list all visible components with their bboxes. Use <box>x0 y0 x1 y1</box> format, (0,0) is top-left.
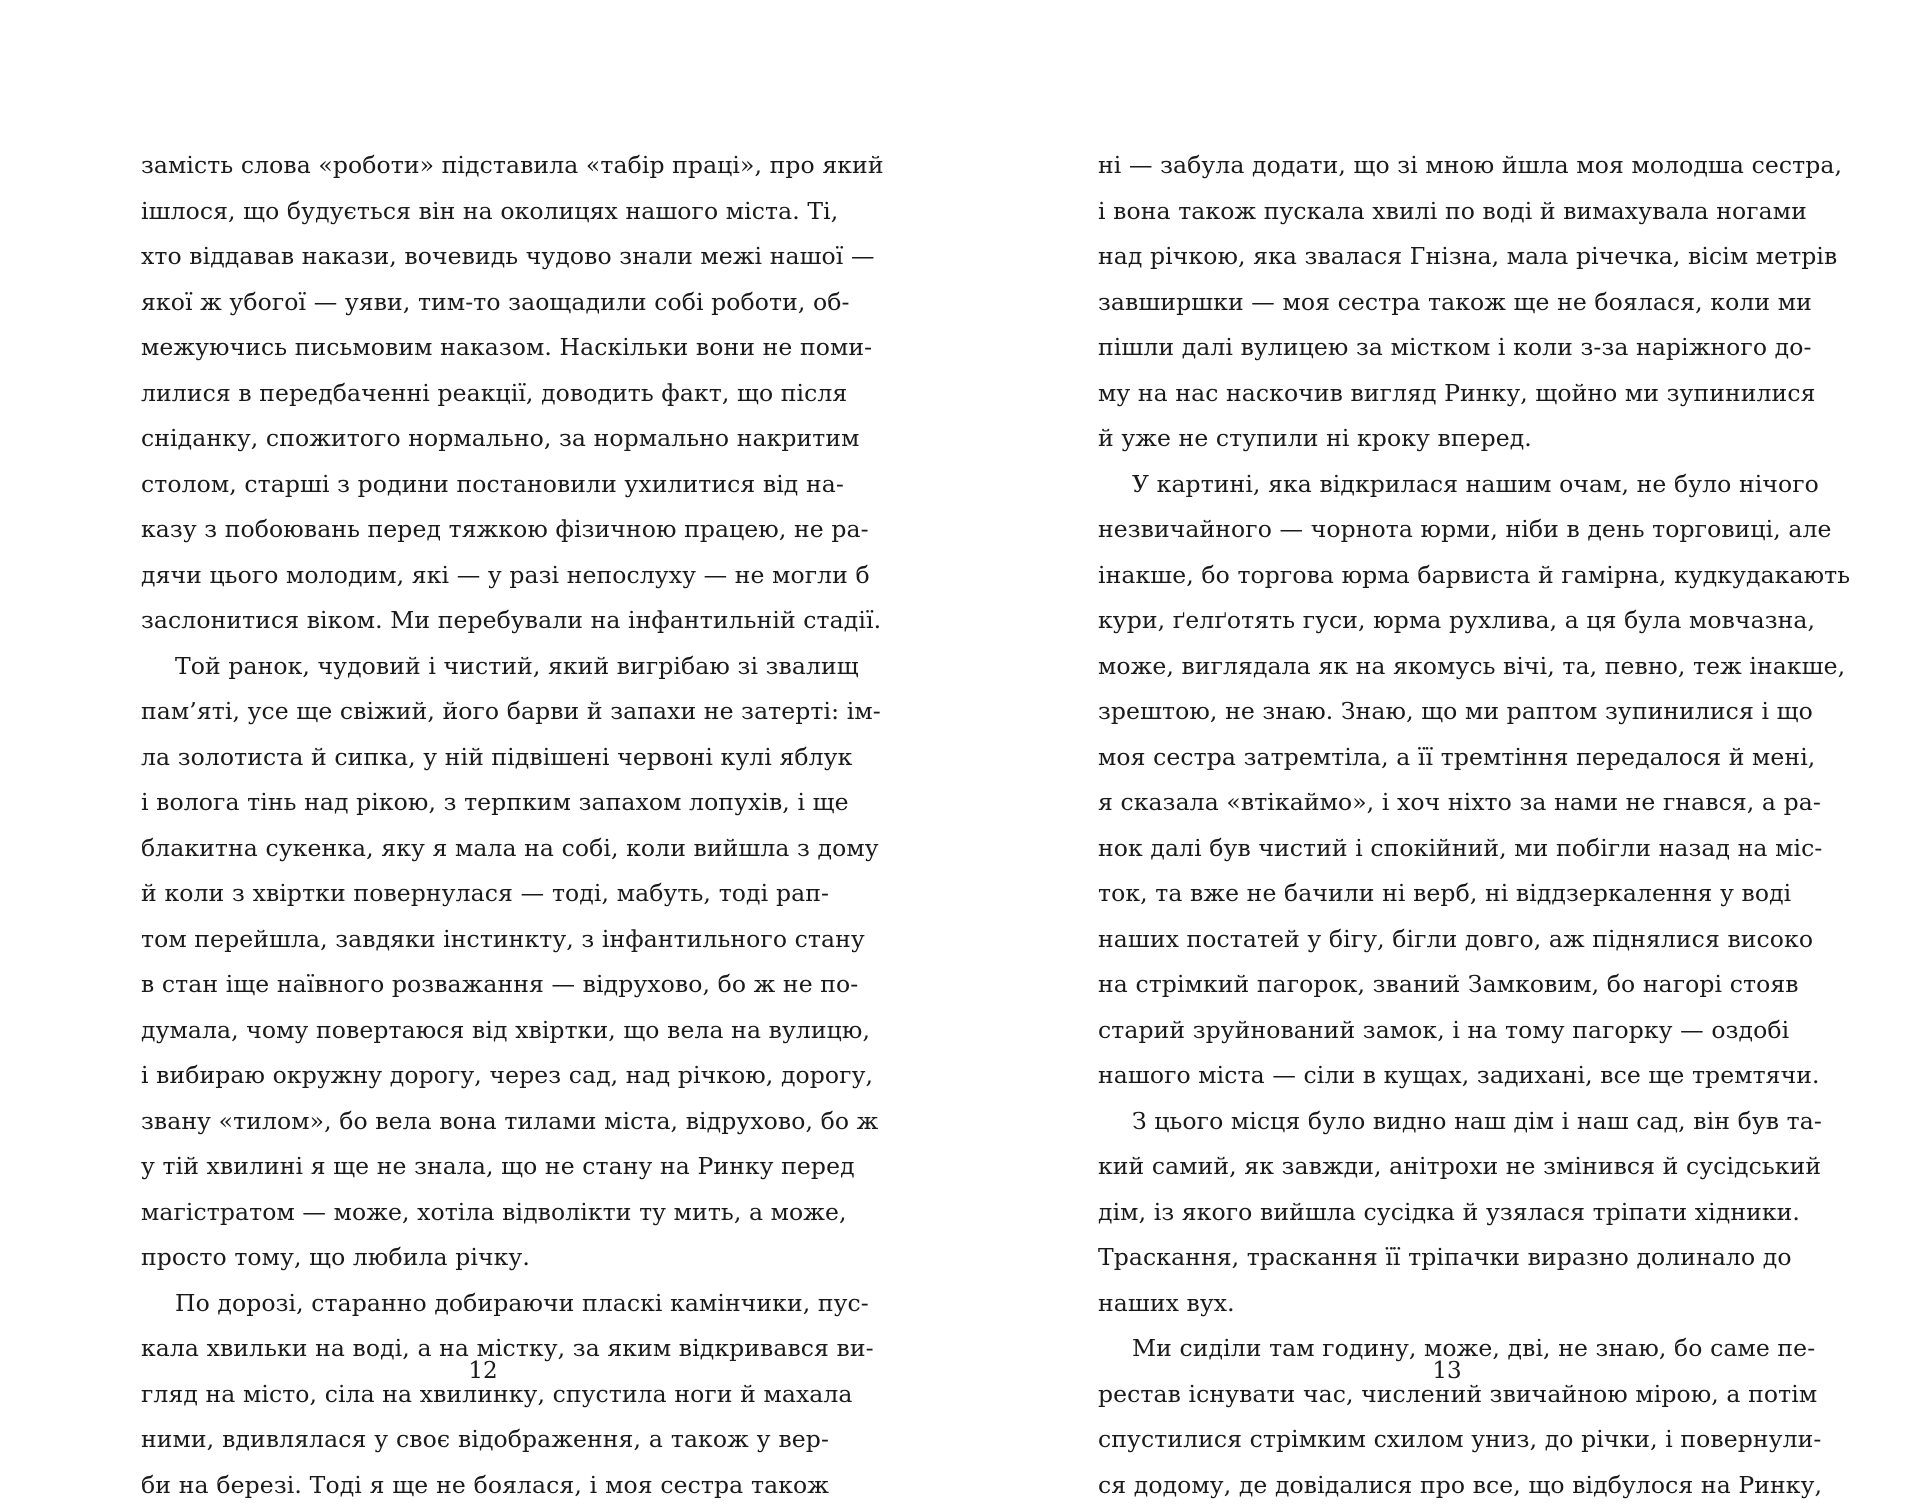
text-line: кала хвильки на воді, а на містку, за яким відкривався ви- <box>141 1326 829 1372</box>
page-number-right: 13 <box>1397 1356 1497 1386</box>
text-line: сніданку, спожитого нормально, за нормально накритим <box>141 416 829 462</box>
text-line: ток, та вже не бачили ні верб, ні віддзеркалення у воді <box>1098 871 1786 917</box>
text-line: нашого міста — сіли в кущах, задихані, все ще тремтячи. <box>1098 1053 1786 1099</box>
text-line: По дорозі, старанно добираючи пласкі камінчики, пус- <box>141 1281 829 1327</box>
text-line: ішлося, що будується він на околицях нашого міста. Ті, <box>141 189 829 235</box>
text-line: моя сестра затремтіла, а її тремтіння передалося й мені, <box>1098 735 1786 781</box>
text-line: і вона також пускала хвилі по воді й вимахувала ногами <box>1098 189 1786 235</box>
text-line: ла золотиста й сипка, у ній підвішені червоні кулі яблук <box>141 735 829 781</box>
text-line: й коли з хвіртки повернулася — тоді, мабуть, тоді рап- <box>141 871 829 917</box>
text-line: магістратом — може, хотіла відволікти ту мить, а може, <box>141 1190 829 1236</box>
text-line: дім, із якого вийшла сусідка й узялася тріпати хідники. <box>1098 1190 1786 1236</box>
text-line: рестав існувати час, числений звичайною мірою, а потім <box>1098 1372 1786 1418</box>
text-line: кий самий, як завжди, анітрохи не змінився й сусідський <box>1098 1144 1786 1190</box>
text-line: Той ранок, чудовий і чистий, який вигрібаю зі звалищ <box>141 644 829 690</box>
text-line: інакше, бо торгова юрма барвиста й гамірна, кудкудакають <box>1098 553 1786 599</box>
text-line: хто віддавав накази, вочевидь чудово знали межі нашої — <box>141 234 829 280</box>
text-line: ся додому, де довідалися про все, що відбулося на Ринку, <box>1098 1463 1786 1508</box>
text-line: ними, вдивлялася у своє відображення, а також у вер- <box>141 1417 829 1463</box>
text-line: казу з побоювань перед тяжкою фізичною працею, не ра- <box>141 507 829 553</box>
text-line: я сказала «втікаймо», і хоч ніхто за нами не гнався, а ра- <box>1098 780 1786 826</box>
text-line: у тій хвилині я ще не знала, що не стану на Ринку перед <box>141 1144 829 1190</box>
text-line: дячи цього молодим, які — у разі непослуху — не могли б <box>141 553 829 599</box>
right-page <box>960 0 1920 1477</box>
text-line: пішли далі вулицею за містком і коли з-за наріжного до- <box>1098 325 1786 371</box>
left-page-text <box>141 143 829 1508</box>
text-line: блакитна сукенка, яку я мала на собі, коли вийшла з дому <box>141 826 829 872</box>
text-line: том перейшла, завдяки інстинкту, з інфантильного стану <box>141 917 829 963</box>
text-line: думала, чому повертаюся від хвіртки, що вела на вулицю, <box>141 1008 829 1054</box>
text-line: може, виглядала як на якомусь вічі, та, певно, теж інакше, <box>1098 644 1786 690</box>
text-line: лилися в передбаченні реакції, доводить факт, що після <box>141 371 829 417</box>
text-line: нок далі був чистий і спокійний, ми побігли назад на міс- <box>1098 826 1786 872</box>
text-line: кури, ґелґотять гуси, юрма рухлива, а ця була мовчазна, <box>1098 598 1786 644</box>
right-page-text <box>1098 143 1786 1508</box>
text-line: столом, старші з родини постановили ухилитися від на- <box>141 462 829 508</box>
left-page <box>0 0 960 1477</box>
text-line: заслонитися віком. Ми перебували на інфантильній стадії. <box>141 598 829 644</box>
text-line: наших вух. <box>1098 1281 1786 1327</box>
text-line: й уже не ступили ні кроку вперед. <box>1098 416 1786 462</box>
page-number-left: 12 <box>433 1356 533 1386</box>
text-line: старий зруйнований замок, і на тому пагорку — оздобі <box>1098 1008 1786 1054</box>
text-line: і волога тінь над рікою, з терпким запахом лопухів, і ще <box>141 780 829 826</box>
text-line: пам’яті, усе ще свіжий, його барви й запахи не затерті: ім- <box>141 689 829 735</box>
text-line: якої ж убогої — уяви, тим-то заощадили собі роботи, об- <box>141 280 829 326</box>
text-line: З цього місця було видно наш дім і наш сад, він був та- <box>1098 1099 1786 1145</box>
text-line: просто тому, що любила річку. <box>141 1235 829 1281</box>
text-line: звану «тилом», бо вела вона тилами міста, відрухово, бо ж <box>141 1099 829 1145</box>
text-line: в стан іще наївного розважання — відрухово, бо ж не по- <box>141 962 829 1008</box>
text-line: і вибираю окружну дорогу, через сад, над річкою, дорогу, <box>141 1053 829 1099</box>
text-line: наших постатей у бігу, бігли довго, аж піднялися високо <box>1098 917 1786 963</box>
text-line: замість слова «роботи» підставила «табір праці», про який <box>141 143 829 189</box>
text-line: ні — забула додати, що зі мною йшла моя молодша сестра, <box>1098 143 1786 189</box>
text-line: спустилися стрімким схилом униз, до річки, і повернули- <box>1098 1417 1786 1463</box>
text-line: би на березі. Тоді я ще не боялася, і моя сестра також <box>141 1463 829 1508</box>
text-line: Ми сиділи там годину, може, дві, не знаю, бо саме пе- <box>1098 1326 1786 1372</box>
text-line: на стрімкий пагорок, званий Замковим, бо нагорі стояв <box>1098 962 1786 1008</box>
text-line: завширшки — моя сестра також ще не боялася, коли ми <box>1098 280 1786 326</box>
text-line: над річкою, яка звалася Гнізна, мала річечка, вісім метрів <box>1098 234 1786 280</box>
text-line: гляд на місто, сіла на хвилинку, спустила ноги й махала <box>141 1372 829 1418</box>
text-line: незвичайного — чорнота юрми, ніби в день торговиці, але <box>1098 507 1786 553</box>
text-line: му на нас наскочив вигляд Ринку, щойно ми зупинилися <box>1098 371 1786 417</box>
text-line: зрештою, не знаю. Знаю, що ми раптом зупинилися і що <box>1098 689 1786 735</box>
text-line: Траскання, траскання її тріпачки виразно долинало до <box>1098 1235 1786 1281</box>
text-line: межуючись письмовим наказом. Наскільки вони не поми- <box>141 325 829 371</box>
text-line: У картині, яка відкрилася нашим очам, не було нічого <box>1098 462 1786 508</box>
